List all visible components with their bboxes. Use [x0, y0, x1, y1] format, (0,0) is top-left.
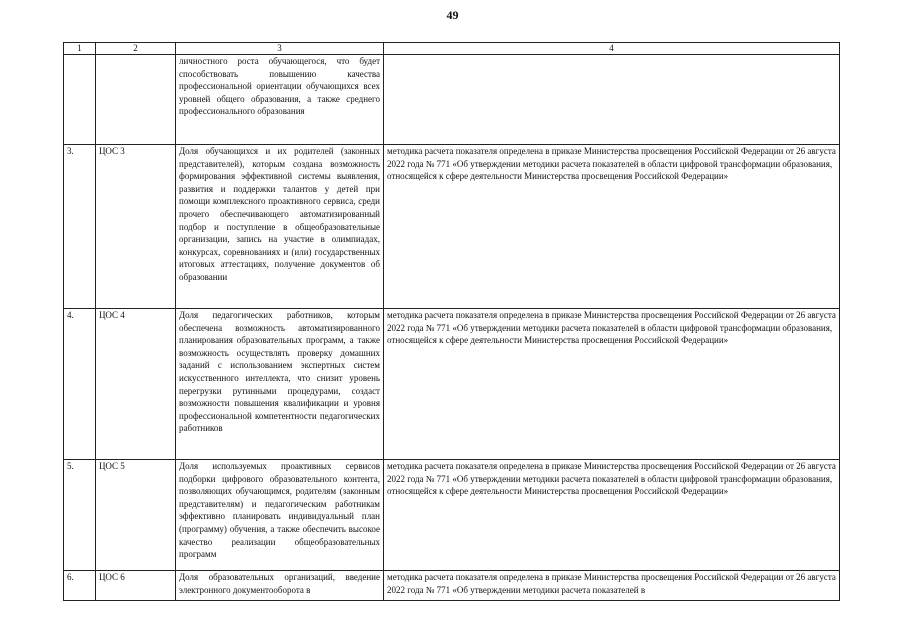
row-code: ЦОС 5: [96, 460, 176, 571]
row-code: ЦОС 3: [96, 145, 176, 309]
row-method: методика расчета показателя определена в приказе Министерства просвещения Российской Федерации от 26 августа 2022 года № 771 «Об утверждении методики расчета показателей в: [384, 571, 840, 601]
table-row: [64, 571, 840, 601]
row-description: личностного роста обучающегося, что будет способствовать повышению качества профессиональной ориентации обучающихся всех уровней общего образования, а также среднего профессионального образования: [176, 55, 384, 145]
row-method: методика расчета показателя определена в приказе Министерства просвещения Российской Федерации от 26 августа 2022 года № 771 «Об утверждении методики расчета показателей в области цифровой трансформации образования, относящейся к сфере деятельности Министерства просвещения Российской Федерации»: [384, 309, 840, 460]
indicators-table: [63, 42, 840, 601]
row-method: методика расчета показателя определена в приказе Министерства просвещения Российской Федерации от 26 августа 2022 года № 771 «Об утверждении методики расчета показателей в области цифровой трансформации образования, относящейся к сфере деятельности Министерства просвещения Российской Федерации»: [384, 460, 840, 571]
row-method: методика расчета показателя определена в приказе Министерства просвещения Российской Федерации от 26 августа 2022 года № 771 «Об утверждении методики расчета показателей в области цифровой трансформации образования, относящейся к сфере деятельности Министерства просвещения Российской Федерации»: [384, 145, 840, 309]
row-description: Доля педагогических работников, которым обеспечена возможность автоматизированного планирования образовательных программ, а также возможность осуществлять проверку домашних заданий с использованием экспертных систем искусственного интеллекта, что снизит уровень перегрузки рутинными процедурами, создаст возможности повышения квалификации и уровня профессиональной компетентности педагогических работников: [176, 309, 384, 460]
header-col-4: 4: [384, 43, 840, 55]
table-header-row: [64, 43, 840, 55]
header-col-2: 2: [96, 43, 176, 55]
row-description: Доля обучающихся и их родителей (законных представителей), которым создана возможность формирования эффективной системы выявления, развития и поддержки талантов у детей при помощи комплексного проактивного сервиса, среди прочего обеспечивающего автоматизированный подбор и поступление в общеобразовательные организации, запись на участие в олимпиадах, конкурсах, соревнованиях и (или) государственных итоговых аттестациях, получение документов об образовании: [176, 145, 384, 309]
row-number: 5.: [64, 460, 96, 571]
row-code: ЦОС 4: [96, 309, 176, 460]
row-method: [384, 55, 840, 145]
page-number: 49: [446, 8, 459, 22]
row-description: Доля используемых проактивных сервисов подборки цифрового образовательного контента, позволяющих обучающимся, родителям (законным представителям) и педагогическим работникам эффективно планировать индивидуальный план (программу) обучения, а также обеспечить высокое качество реализации общеобразовательных программ: [176, 460, 384, 571]
table-row: [64, 460, 840, 571]
table-row: [64, 55, 840, 145]
row-number: 6.: [64, 571, 96, 601]
header-col-1: 1: [64, 43, 96, 55]
table-row: [64, 309, 840, 460]
row-code: ЦОС 6: [96, 571, 176, 601]
row-number: 4.: [64, 309, 96, 460]
header-col-3: 3: [176, 43, 384, 55]
row-number: [64, 55, 96, 145]
row-description: Доля образовательных организаций, введение электронного документооборота в: [176, 571, 384, 601]
table-row: [64, 145, 840, 309]
row-number: 3.: [64, 145, 96, 309]
row-code: [96, 55, 176, 145]
